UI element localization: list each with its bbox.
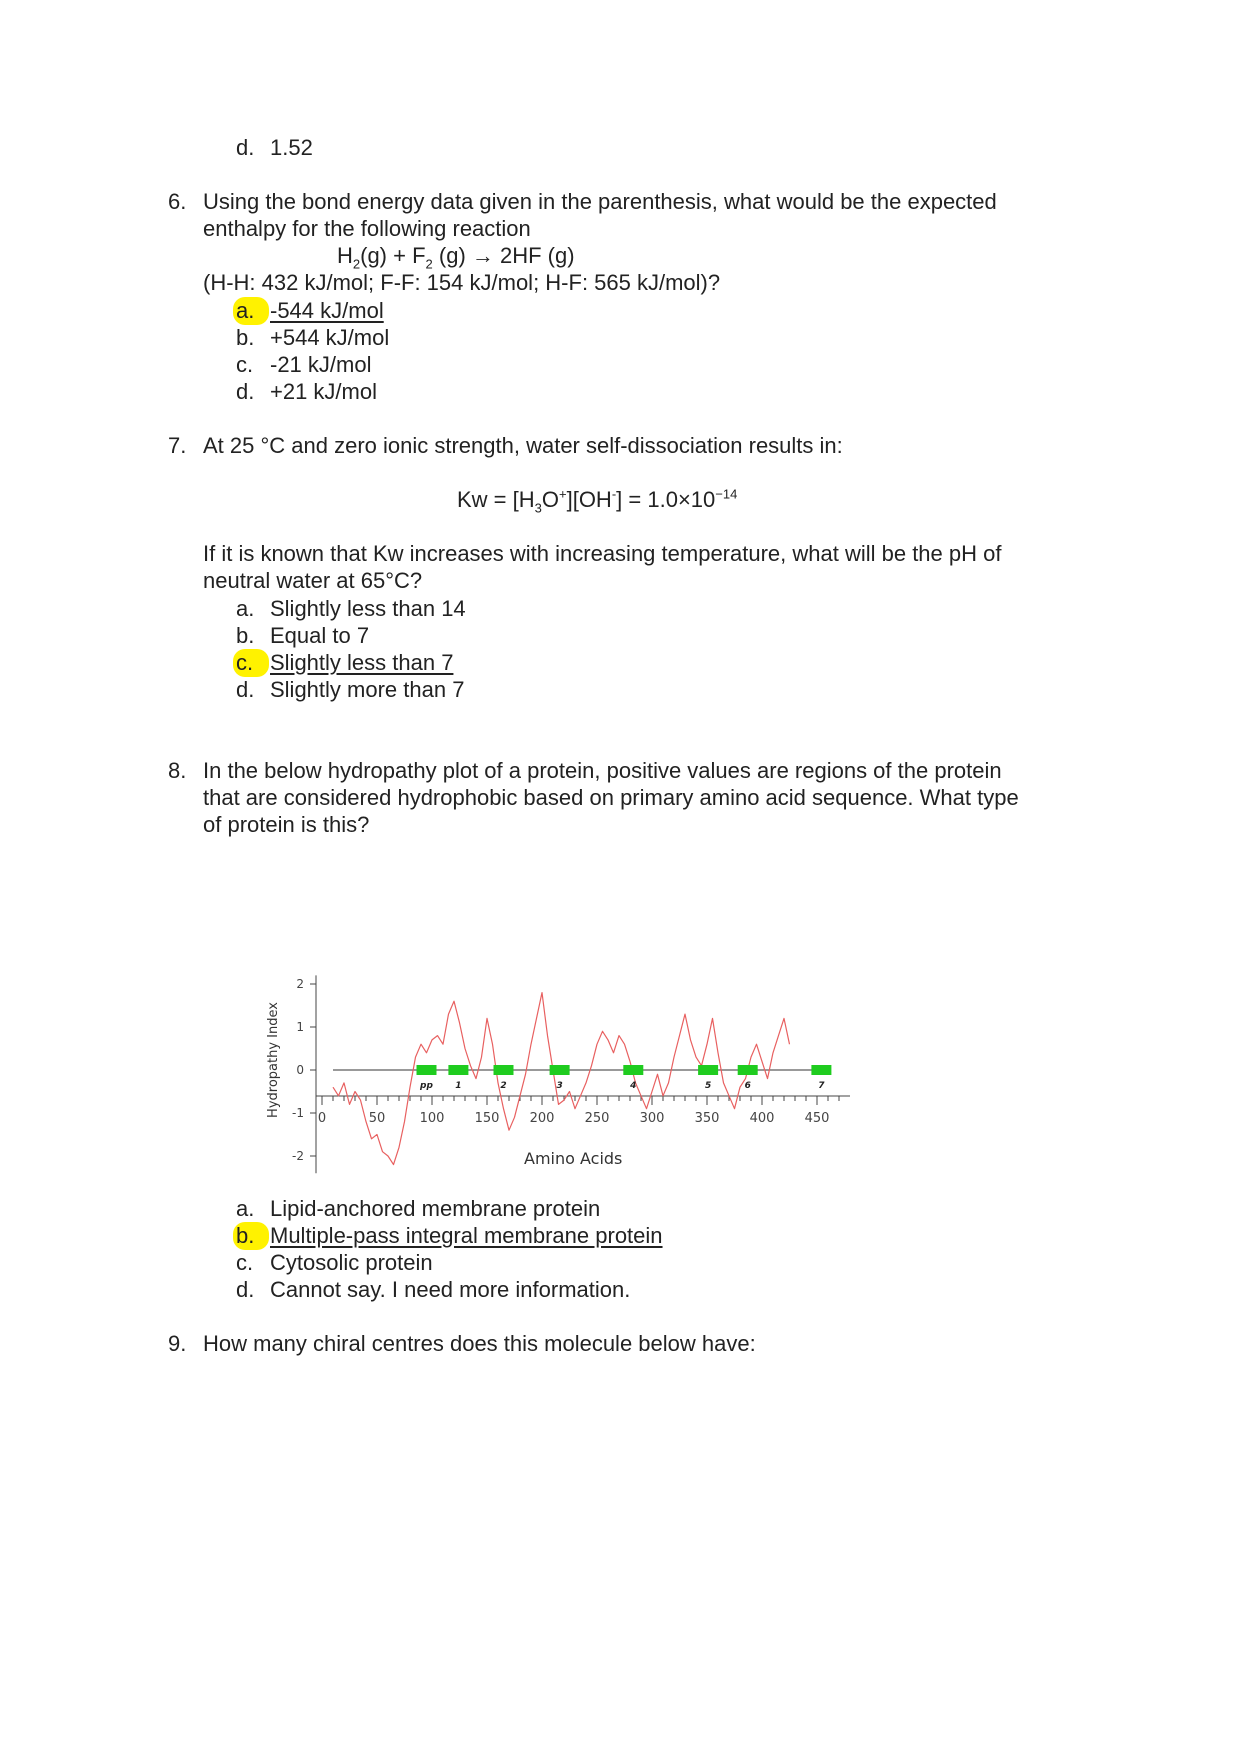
transmembrane-segment (494, 1065, 514, 1075)
option-text: Slightly less than 14 (270, 596, 466, 621)
question-number: 7. (168, 433, 187, 458)
hydropathy-trace (333, 993, 790, 1165)
option-text: Lipid-anchored membrane protein (270, 1196, 601, 1221)
segment-label: pp (420, 1081, 433, 1091)
y-axis-label: Hydropathy Index (266, 1002, 281, 1118)
option-letter: b. (233, 1222, 269, 1250)
option-letter: c. (236, 1250, 254, 1275)
option-letter: d. (236, 1277, 255, 1302)
question-text: enthalpy for the following reaction (203, 216, 531, 241)
kw-equation: $Kw = [H_3O^+][OH^-] = 1.0\times 10^{-14}$ (457, 486, 738, 516)
option-letter: a. (233, 297, 269, 325)
x-axis-label: Amino Acids (524, 1149, 623, 1168)
option-text: +21 kJ/mol (270, 379, 377, 404)
transmembrane-segment (448, 1065, 468, 1075)
option-d[interactable] (236, 676, 636, 704)
option-letter: a. (236, 596, 255, 621)
question-text: In the below hydropathy plot of a protein, positive values are regions of the protein (203, 758, 1002, 783)
option-letter: d. (236, 677, 255, 702)
y-tick-label: 1 (296, 1020, 304, 1034)
option-b[interactable] (236, 622, 636, 650)
y-tick-label: 2 (296, 977, 304, 991)
transmembrane-segment (698, 1065, 718, 1075)
option-a[interactable] (236, 297, 636, 325)
transmembrane-segment (417, 1065, 437, 1075)
x-tick-label: 50 (368, 1111, 386, 1126)
option-letter: c. (236, 352, 254, 377)
option-letter: c. (233, 649, 269, 677)
option-b[interactable] (236, 324, 636, 352)
option-a[interactable] (236, 1195, 736, 1223)
option-letter: d. (236, 135, 255, 160)
question-text: that are considered hydrophobic based on primary amino acid sequence. What type (203, 785, 1019, 810)
segment-label: 2 (500, 1081, 507, 1091)
reaction-equation: $H_2(g) + F_2$ (g) → 2HF (g) (337, 243, 575, 272)
question-text: If it is known that Kw increases with increasing temperature, what will be the pH of (203, 541, 1002, 566)
option-letter: d. (236, 379, 255, 404)
segment-label: 1 (455, 1081, 462, 1091)
bond-energy-data: (H-H: 432 kJ/mol; F-F: 154 kJ/mol; H-F: 565 kJ/mol)? (203, 270, 721, 295)
option-d[interactable] (236, 378, 636, 406)
transmembrane-segment (738, 1065, 758, 1075)
option-c[interactable] (236, 351, 636, 379)
x-tick-label: 300 (639, 1111, 665, 1126)
x-tick-label: 150 (474, 1111, 500, 1126)
option-d[interactable] (236, 1276, 736, 1304)
segment-label: 5 (704, 1081, 712, 1091)
y-tick-label: 0 (296, 1063, 304, 1077)
question-number: 6. (168, 189, 187, 214)
chart-series (333, 993, 790, 1165)
x-tick-label: 100 (419, 1111, 445, 1126)
option-text: 1.52 (270, 135, 313, 160)
transmembrane-segment (623, 1065, 643, 1075)
x-tick-label: 450 (804, 1111, 830, 1126)
segment-label: 4 (630, 1081, 637, 1091)
question-text: neutral water at 65°C? (203, 568, 423, 593)
option-b[interactable] (236, 1222, 736, 1250)
question-text: of protein is this? (203, 812, 370, 837)
option-a[interactable] (236, 595, 636, 623)
option-letter: b. (236, 325, 255, 350)
option-text: -544 kJ/mol (270, 298, 384, 323)
option-letter: a. (236, 1196, 255, 1221)
option-text: Multiple-pass integral membrane protein (270, 1223, 663, 1248)
x-tick-label: 350 (694, 1111, 720, 1126)
option-text: +544 kJ/mol (270, 325, 390, 350)
segment-label: 6 (744, 1081, 751, 1091)
option-text: Cytosolic protein (270, 1250, 433, 1275)
x-tick-label: 200 (529, 1111, 555, 1126)
question-number: 8. (168, 758, 187, 783)
y-tick-label: -1 (292, 1106, 304, 1120)
option-c[interactable] (236, 649, 636, 677)
question-number: 9. (168, 1331, 187, 1356)
x-tick-label: 0 (317, 1111, 327, 1126)
question-text: How many chiral centres does this molecule below have: (203, 1331, 756, 1356)
question-text: Using the bond energy data given in the parenthesis, what would be the expected (203, 189, 997, 214)
transmembrane-segment (550, 1065, 570, 1075)
y-tick-label: -2 (292, 1149, 304, 1163)
x-tick-label: 400 (749, 1111, 775, 1126)
option-c[interactable] (236, 1249, 736, 1277)
option-text: Equal to 7 (270, 623, 370, 648)
segment-label: 7 (818, 1081, 825, 1091)
option-text: Slightly less than 7 (270, 650, 454, 675)
option-text: Cannot say. I need more information. (270, 1277, 631, 1302)
option-text: Slightly more than 7 (270, 677, 465, 702)
x-tick-label: 250 (584, 1111, 610, 1126)
option-letter: b. (236, 623, 255, 648)
option-text: -21 kJ/mol (270, 352, 372, 377)
segment-label: 3 (556, 1081, 563, 1091)
question-text: At 25 °C and zero ionic strength, water self-dissociation results in: (203, 433, 843, 458)
transmembrane-segment (811, 1065, 831, 1075)
